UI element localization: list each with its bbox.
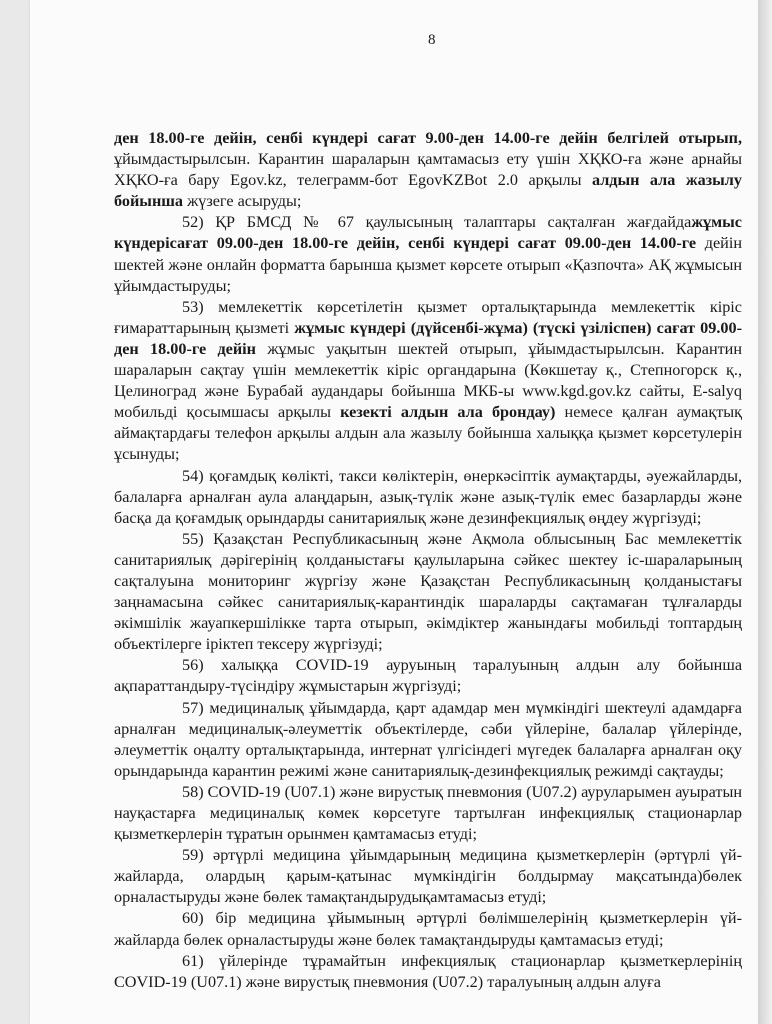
page-edge xyxy=(758,0,772,1024)
text-run: 55) Қазақстан Республикасының және Ақмола облысының Бас мемлекеттік санитариялық дәрігерінің қолданыстағы қаулыларына сәйкес шектеу іс-шараларының сақталуына мониторинг жүргізу және Қазақстан Республикасының қолданыстағы заңнамасына сәйкес санитариялық-карантиндік шараларды сақтамаған тұлғаларды әкімшілік жауапкершілікке тарта отырып, әкімдіктер жанындағы мобильді топтардың объектілерге іріктеп тексеру жүргізуді; xyxy=(114,529,742,654)
text-run: жұмыс уақытын шектей отырып, ұйымдастырылсын. Карантин шараларын сақтау үшін мемлекеттік кіріс органдарына (Көкшетау қ., Степногорск қ., Целиноград және Бурабай аудандары бойынша МКБ-ы www.kgd.gov.kz сайты, E-salyq мобильді қосымшасы арқылы xyxy=(114,339,743,422)
paragraph xyxy=(114,529,742,656)
paragraph xyxy=(114,128,742,212)
text-run: жүзеге асыруды; xyxy=(183,192,302,211)
paragraph xyxy=(114,908,742,950)
document-body xyxy=(114,128,742,993)
paragraph xyxy=(114,297,742,466)
bold-text-run: жұмыс күндерісағат 09.00-ден 18.00-ге дейін, сенбі күндері сағат 09.00-ден 14.00-ге xyxy=(114,213,742,253)
paragraph xyxy=(114,845,742,908)
paragraph xyxy=(114,782,742,845)
bold-text-run: жұмыс күндері (дүйсенбі-жұма) (түскі үзіліспен) сағат 09.00-ден 18.00-ге дейін xyxy=(114,318,742,358)
text-run: 52) ҚР БМСД № 67 қаулысының талаптары сақталған жағдайда xyxy=(182,213,692,232)
bold-text-run: кезекті алдын ала брондау) xyxy=(340,403,556,422)
text-run: 61) үйлерінде тұрамайтын инфекциялық стационарлар қызметкерлерінің COVID-19 (U07.1) және вирустық пневмония (U07.2) таралуының алдын алуға xyxy=(114,951,742,991)
text-run: 57) медициналық ұйымдарда, қарт адамдар мен мүмкіндігі шектеулі адамдарға арналған медициналық-әлеуметтік объектілерде, сәби үйлеріне, балалар үйлерінде, әлеуметтік оңалту орталықтарында, интернат үлгісіндегі мүгедек балаларға арналған оқу орындарында карантин режимі және санитариялық-дезинфекциялық режимді сақтауды; xyxy=(114,698,742,780)
paragraph xyxy=(114,655,742,697)
text-run: 54) қоғамдық көлікті, такси көліктерін, өнеркәсіптік аумақтарды, әуежайларды, балаларға арналған аула алаңдарын, азық-түлік және азық-түлік емес базарларды және басқа да қоғамдық орындарды санитариялық және дезинфекциялық өңдеу жүргізуді; xyxy=(114,466,742,527)
text-run: 58) COVID-19 (U07.1) және вирустық пневмония (U07.2) ауруларымен ауыратын науқастарға медициналық көмек көрсетуге тартылған инфекциялық стационарлар қызметкерлерін тұратын орынмен қамтамасыз етуді; xyxy=(114,782,742,844)
text-run: немесе қалған аумақтық аймақтардағы телефон арқылы алдын ала жазылу бойынша халыққа қызмет көрсетулерін ұсынуды; xyxy=(114,403,743,464)
paragraph xyxy=(114,698,742,782)
document-page xyxy=(30,0,758,1024)
paragraph xyxy=(114,466,742,529)
text-run: 59) әртүрлі медицина ұйымдарының медицина қызметкерлерін (әртүрлі үй-жайларда, олардың қарым-қатынас мүмкіндігін болдырмау мақсатында)бөлек орналастыруды және бөлек тамақтандыруды​қамтамасыз етуді; xyxy=(114,846,742,907)
page-number: 8 xyxy=(428,32,436,48)
text-run: 53) мемлекеттік көрсетілетін қызмет орталықтарында мемлекеттік кіріс ғимараттарының қызметі xyxy=(114,297,742,337)
text-run: 60) бір медицина ұйымының әртүрлі бөлімшелерінің қызметкерлерін үй-жайларда бөлек орналастыруды және бөлек тамақтандыруды қамтамасыз етуді; xyxy=(114,909,742,949)
text-run: 56) халыққа COVID-19 ауруының таралуының алдын алу бойынша ақпараттандыру-түсіндіру жұмыстарын жүргізуді; xyxy=(114,656,742,696)
bold-text-run: ден 18.00-ге дейін, сенбі күндері сағат 9.00-ден 14.00-ге дейін белгілей отырып, xyxy=(114,129,742,147)
bold-text-run: алдын ала жазылу бойынша xyxy=(114,171,742,211)
paragraph xyxy=(114,951,742,993)
text-run: дейін шектей және онлайн форматта барынша қызмет көрсете отырып «Қазпочта» АҚ жұмысын ұйымдастыруды; xyxy=(114,234,743,295)
text-run: ұйымдастырылсын. Карантин шараларын қамтамасыз ету үшін ХҚКО-ға және арнайы ХҚКО-ға бару Egov.kz, телеграмм-бот EgovKZBot 2.0 арқылы xyxy=(114,150,742,190)
paragraph xyxy=(114,212,742,296)
